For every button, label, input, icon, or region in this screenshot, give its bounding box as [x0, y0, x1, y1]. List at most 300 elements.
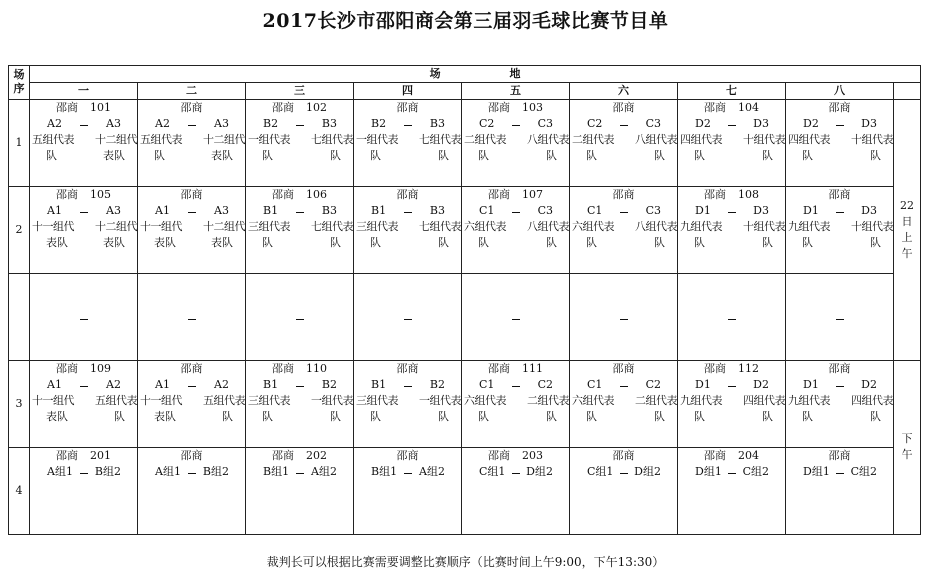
blank-cell — [354, 273, 462, 360]
match-number: 101 — [90, 100, 111, 114]
versus-dash — [188, 464, 196, 474]
team-a-desc: 一组代表 — [248, 132, 290, 146]
team-a-desc-cont: 队 — [586, 409, 597, 423]
versus-dash — [836, 464, 844, 474]
team-b: C2 — [537, 377, 553, 391]
team-a-desc-cont: 队 — [370, 409, 381, 423]
team-desc — [30, 219, 137, 235]
team-b-desc-cont: 队 — [762, 409, 773, 423]
organizer-label: 邵商 — [612, 361, 635, 375]
team-a-desc: 六组代表 — [464, 393, 506, 407]
match-cell — [678, 360, 786, 447]
team-a-desc-cont: 队 — [370, 148, 381, 162]
court-header: 六 — [570, 82, 678, 99]
team-b-desc-cont: 队 — [330, 235, 341, 249]
team-b: A2 — [106, 377, 121, 391]
team-a: A1 — [155, 377, 170, 391]
team-b: B3 — [321, 203, 337, 217]
match-header — [354, 448, 461, 464]
match-header — [138, 448, 245, 464]
team-desc-cont — [462, 148, 569, 164]
team-a: A1 — [47, 377, 62, 391]
match-header — [786, 100, 893, 116]
organizer-label: 邵商 — [704, 361, 726, 375]
team-b: D3 — [753, 116, 769, 130]
team-desc-cont — [462, 235, 569, 251]
match-number: 102 — [306, 100, 327, 114]
team-b-desc-cont: 表队 — [211, 148, 233, 162]
team-a-desc-cont: 表队 — [46, 409, 68, 423]
team-desc-cont — [678, 235, 785, 251]
match-cell — [30, 447, 138, 534]
team-b-desc-cont: 队 — [870, 409, 881, 423]
match-cell — [570, 360, 678, 447]
match-cell — [354, 186, 462, 273]
match-number: 110 — [306, 361, 327, 375]
match-cell — [138, 99, 246, 186]
versus-dash — [404, 203, 412, 213]
team-b-desc: 一组代表 — [419, 393, 461, 407]
match-teams — [138, 116, 245, 132]
court-header: 二 — [138, 82, 246, 99]
team-desc-cont — [246, 235, 353, 251]
team-desc-cont — [138, 148, 245, 164]
team-a-desc-cont: 队 — [802, 409, 813, 423]
team-desc — [570, 393, 677, 409]
team-desc — [678, 132, 785, 148]
court-header: 五 — [462, 82, 570, 99]
versus-dash — [728, 377, 736, 387]
team-b-desc-cont: 队 — [762, 235, 773, 249]
match-header — [786, 448, 893, 464]
match-teams — [462, 116, 569, 132]
versus-dash — [296, 116, 304, 126]
team-b: D3 — [861, 116, 877, 130]
team-b-desc: 七组代表 — [419, 132, 461, 146]
row-index: 2 — [9, 186, 30, 273]
team-desc — [246, 219, 353, 235]
team-b: A组2 — [311, 464, 337, 478]
team-b-desc: 十二组代 — [203, 219, 245, 233]
organizer-label: 邵商 — [828, 100, 851, 114]
team-a-desc: 三组代表 — [248, 393, 290, 407]
team-a-desc-cont: 队 — [154, 148, 165, 162]
versus-dash — [620, 203, 628, 213]
team-a-desc-cont: 队 — [694, 148, 705, 162]
match-header — [30, 187, 137, 203]
row-index: 3 — [9, 360, 30, 447]
team-desc — [138, 393, 245, 409]
court-header: 一 — [30, 82, 138, 99]
match-header — [462, 100, 569, 116]
team-b-desc: 十二组代 — [95, 219, 137, 233]
team-b: B组2 — [202, 464, 229, 478]
team-a: D2 — [803, 116, 819, 130]
match-teams — [786, 203, 893, 219]
team-desc-cont — [786, 235, 893, 251]
team-b-desc-cont: 队 — [546, 235, 557, 249]
team-desc-cont — [786, 409, 893, 425]
court-header: 四 — [354, 82, 462, 99]
team-b-desc: 一组代表 — [311, 393, 353, 407]
match-teams — [570, 116, 677, 132]
match-cell — [246, 360, 354, 447]
match-header — [30, 100, 137, 116]
match-header — [354, 361, 461, 377]
table-row — [9, 99, 921, 186]
match-number: 107 — [522, 187, 543, 201]
team-desc-cont — [786, 148, 893, 164]
team-b-desc-cont: 表队 — [103, 148, 125, 162]
match-teams — [246, 116, 353, 132]
team-a: B1 — [263, 203, 279, 217]
team-b: C3 — [645, 203, 661, 217]
versus-dash — [512, 116, 520, 126]
match-header — [678, 100, 785, 116]
match-header — [246, 448, 353, 464]
team-a: B2 — [371, 116, 387, 130]
team-desc — [30, 132, 137, 148]
corner-bottom: 序 — [13, 82, 25, 96]
team-b-desc-cont: 表队 — [211, 235, 233, 249]
organizer-label: 邵商 — [396, 100, 419, 114]
team-b-desc: 十组代表 — [743, 132, 785, 146]
match-teams — [30, 464, 137, 480]
team-desc — [354, 219, 461, 235]
team-b-desc: 四组代表 — [851, 393, 893, 407]
team-a: D1 — [695, 377, 711, 391]
court-header: 八 — [786, 82, 894, 99]
team-a: C组1 — [587, 464, 614, 478]
team-a-desc: 九组代表 — [680, 393, 722, 407]
versus-dash — [404, 116, 412, 126]
match-cell — [354, 447, 462, 534]
match-cell — [786, 360, 894, 447]
schedule-table — [8, 65, 921, 535]
team-a-desc: 六组代表 — [572, 219, 614, 233]
team-a-desc-cont: 队 — [802, 235, 813, 249]
team-b: D3 — [753, 203, 769, 217]
team-b: C2 — [645, 377, 661, 391]
match-cell — [462, 447, 570, 534]
team-desc-cont — [138, 235, 245, 251]
team-desc — [462, 393, 569, 409]
match-header — [678, 448, 785, 464]
versus-dash — [620, 377, 628, 387]
versus-dash — [620, 464, 628, 474]
team-b-desc: 十二组代 — [95, 132, 137, 146]
team-desc — [246, 132, 353, 148]
team-a-desc: 二组代表 — [464, 132, 506, 146]
team-b-desc: 四组代表 — [743, 393, 785, 407]
morning-label: 22 日 上 午 — [894, 99, 921, 360]
placeholder-dash — [836, 311, 844, 320]
match-header — [246, 361, 353, 377]
match-teams — [354, 464, 461, 480]
organizer-label: 邵商 — [612, 448, 635, 462]
organizer-label: 邵商 — [488, 361, 510, 375]
match-header — [138, 187, 245, 203]
match-number: 105 — [90, 187, 111, 201]
match-header — [354, 100, 461, 116]
team-a: C1 — [587, 203, 603, 217]
match-cell — [462, 99, 570, 186]
team-b: D3 — [861, 203, 877, 217]
match-header — [246, 100, 353, 116]
team-b-desc: 五组代表 — [203, 393, 245, 407]
blank-cell — [30, 273, 138, 360]
team-desc-cont — [678, 409, 785, 425]
afternoon-label: 下 午 — [894, 360, 921, 534]
match-teams — [246, 377, 353, 393]
placeholder-dash — [728, 311, 736, 320]
team-desc-cont — [678, 148, 785, 164]
row-index: 1 — [9, 99, 30, 186]
team-a: B组1 — [371, 464, 398, 478]
versus-dash — [296, 377, 304, 387]
team-a: D2 — [695, 116, 711, 130]
versus-dash — [404, 464, 412, 474]
organizer-label: 邵商 — [180, 448, 203, 462]
team-b-desc-cont: 队 — [330, 409, 341, 423]
team-desc-cont — [462, 409, 569, 425]
team-desc — [786, 219, 893, 235]
team-a-desc-cont: 队 — [262, 409, 273, 423]
organizer-label: 邵商 — [704, 187, 726, 201]
team-desc-cont — [246, 148, 353, 164]
team-desc — [138, 132, 245, 148]
team-a-desc: 六组代表 — [572, 393, 614, 407]
placeholder-dash — [512, 311, 520, 320]
team-b-desc: 五组代表 — [95, 393, 137, 407]
match-header — [786, 187, 893, 203]
match-cell — [462, 186, 570, 273]
team-a: D1 — [803, 377, 819, 391]
team-b: C3 — [645, 116, 661, 130]
team-b: C3 — [537, 203, 553, 217]
page-title: 2017长沙市邵阳商会第三届羽毛球比赛节目单 — [262, 10, 669, 32]
team-a-desc: 六组代表 — [464, 219, 506, 233]
team-a: A2 — [155, 116, 170, 130]
team-b: C组2 — [742, 464, 769, 478]
team-desc — [462, 219, 569, 235]
team-a: D组1 — [803, 464, 830, 478]
team-b-desc-cont: 队 — [222, 409, 233, 423]
match-header — [462, 361, 569, 377]
versus-dash — [512, 377, 520, 387]
team-b-desc-cont: 队 — [546, 409, 557, 423]
team-a: C1 — [479, 377, 495, 391]
team-desc — [30, 393, 137, 409]
team-a: C2 — [479, 116, 495, 130]
match-teams — [786, 377, 893, 393]
team-b: A3 — [106, 203, 121, 217]
match-number: 103 — [522, 100, 543, 114]
team-a-desc: 一组代表 — [356, 132, 398, 146]
team-desc — [570, 219, 677, 235]
team-b: A3 — [106, 116, 121, 130]
match-number: 202 — [306, 448, 327, 462]
versus-dash — [188, 203, 196, 213]
team-b: B3 — [321, 116, 337, 130]
versus-dash — [620, 116, 628, 126]
team-a-desc-cont: 队 — [802, 148, 813, 162]
team-a: C组1 — [479, 464, 506, 478]
team-b: D2 — [861, 377, 877, 391]
match-number: 104 — [738, 100, 759, 114]
match-header — [678, 187, 785, 203]
match-teams — [30, 116, 137, 132]
team-a-desc-cont: 队 — [370, 235, 381, 249]
match-cell — [570, 186, 678, 273]
match-header — [570, 448, 677, 464]
match-cell — [354, 360, 462, 447]
placeholder-dash — [188, 311, 196, 320]
match-cell — [786, 99, 894, 186]
match-teams — [138, 464, 245, 480]
organizer-label: 邵商 — [272, 187, 294, 201]
team-a-desc-cont: 表队 — [154, 235, 176, 249]
team-desc — [354, 393, 461, 409]
versus-dash — [404, 377, 412, 387]
team-a-desc: 十一组代 — [32, 393, 74, 407]
match-number: 204 — [738, 448, 759, 462]
team-desc-cont — [570, 235, 677, 251]
team-desc-cont — [570, 148, 677, 164]
team-b-desc: 八组代表 — [527, 132, 569, 146]
team-b: C3 — [537, 116, 553, 130]
team-desc — [786, 132, 893, 148]
blank-cell — [678, 273, 786, 360]
team-a-desc-cont: 队 — [46, 148, 57, 162]
organizer-label: 邵商 — [396, 361, 419, 375]
team-a-desc-cont: 队 — [586, 235, 597, 249]
team-a: A2 — [47, 116, 62, 130]
match-teams — [786, 116, 893, 132]
team-b: A组2 — [419, 464, 445, 478]
team-a-desc-cont: 队 — [262, 148, 273, 162]
team-a-desc: 九组代表 — [788, 393, 830, 407]
versus-dash — [836, 203, 844, 213]
header-side-blank — [894, 82, 921, 99]
team-a-desc: 三组代表 — [356, 219, 398, 233]
row-index: 4 — [9, 447, 30, 534]
team-b-desc: 十组代表 — [851, 132, 893, 146]
team-a: A组1 — [155, 464, 181, 478]
match-cell — [678, 447, 786, 534]
team-a: A组1 — [47, 464, 73, 478]
match-teams — [786, 464, 893, 480]
team-b: D2 — [753, 377, 769, 391]
table-row — [9, 186, 921, 273]
team-b-desc-cont: 队 — [114, 409, 125, 423]
team-b: B3 — [429, 203, 445, 217]
match-header — [30, 361, 137, 377]
header-corner — [9, 66, 30, 100]
blank-cell — [246, 273, 354, 360]
team-a-desc: 四组代表 — [788, 132, 830, 146]
team-a-desc: 十一组代 — [140, 219, 182, 233]
team-b-desc: 十二组代 — [203, 132, 245, 146]
match-teams — [246, 464, 353, 480]
team-a-desc: 九组代表 — [680, 219, 722, 233]
organizer-label: 邵商 — [828, 448, 851, 462]
match-cell — [354, 99, 462, 186]
organizer-label: 邵商 — [828, 361, 851, 375]
match-header — [462, 187, 569, 203]
team-b: B2 — [321, 377, 337, 391]
team-desc — [354, 132, 461, 148]
versus-dash — [188, 377, 196, 387]
match-number: 203 — [522, 448, 543, 462]
team-desc-cont — [354, 409, 461, 425]
team-desc-cont — [30, 148, 137, 164]
organizer-label: 邵商 — [56, 187, 78, 201]
team-b-desc: 十组代表 — [743, 219, 785, 233]
team-a-desc: 十一组代 — [140, 393, 182, 407]
match-cell — [138, 447, 246, 534]
versus-dash — [80, 203, 88, 213]
team-a-desc-cont: 队 — [478, 235, 489, 249]
match-teams — [462, 377, 569, 393]
team-a-desc: 五组代表 — [32, 132, 74, 146]
placeholder-dash — [404, 311, 412, 320]
footer-note: 裁判长可以根据比赛需要调整比赛顺序（比赛时间上午9:00，下午13:30） — [266, 555, 665, 569]
team-desc — [678, 393, 785, 409]
team-a: A1 — [47, 203, 62, 217]
match-teams — [30, 377, 137, 393]
team-desc-cont — [354, 148, 461, 164]
team-b-desc: 八组代表 — [527, 219, 569, 233]
organizer-label: 邵商 — [488, 187, 510, 201]
match-cell — [786, 447, 894, 534]
team-b-desc: 七组代表 — [311, 132, 353, 146]
match-cell — [138, 186, 246, 273]
match-teams — [462, 464, 569, 480]
team-a-desc-cont: 队 — [586, 148, 597, 162]
match-teams — [678, 203, 785, 219]
organizer-label: 邵商 — [396, 187, 419, 201]
blank-cell — [570, 273, 678, 360]
team-a: D1 — [803, 203, 819, 217]
team-a-desc: 十一组代 — [32, 219, 74, 233]
team-a: B1 — [371, 203, 387, 217]
match-cell — [246, 99, 354, 186]
organizer-label: 邵商 — [704, 100, 726, 114]
team-desc-cont — [246, 409, 353, 425]
organizer-label: 邵商 — [272, 100, 294, 114]
versus-dash — [80, 464, 88, 474]
team-a-desc: 三组代表 — [356, 393, 398, 407]
team-b-desc-cont: 队 — [654, 409, 665, 423]
versus-dash — [512, 464, 520, 474]
match-cell — [786, 186, 894, 273]
team-a: B2 — [263, 116, 279, 130]
match-header — [354, 187, 461, 203]
team-a: A1 — [155, 203, 170, 217]
organizer-label: 邵商 — [488, 100, 510, 114]
match-teams — [570, 377, 677, 393]
match-header — [570, 361, 677, 377]
team-b-desc: 七组代表 — [311, 219, 353, 233]
match-teams — [246, 203, 353, 219]
match-teams — [462, 203, 569, 219]
match-teams — [138, 203, 245, 219]
organizer-label: 邵商 — [180, 100, 203, 114]
team-desc — [570, 132, 677, 148]
match-teams — [138, 377, 245, 393]
team-a: B1 — [263, 377, 279, 391]
